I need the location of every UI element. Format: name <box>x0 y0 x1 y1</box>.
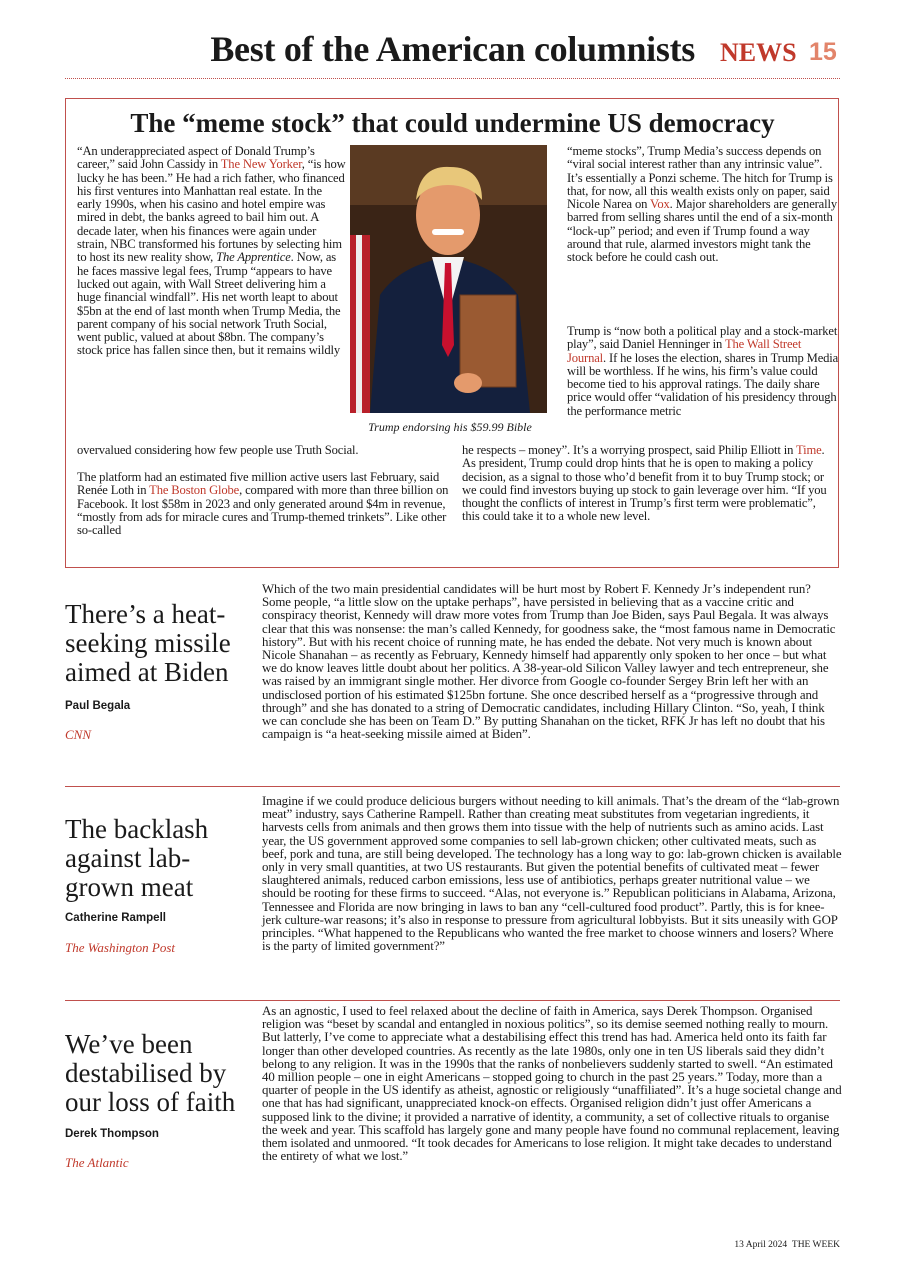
source-link[interactable]: The Boston Globe <box>149 483 240 498</box>
page-footer <box>734 1240 840 1250</box>
page-number: 15 <box>809 38 837 66</box>
column-headline: There’s a heat-seeking missile aimed at Biden <box>65 599 231 687</box>
feature-paragraph-1: “An underappreciated aspect of Donald Trump’s career,” said John Cassidy in The New Yorker, “is how lucky he has been.” He had a rich father, who financed his first ventures into Manhattan real estate. In the early 1990s, when his casino and hotel empire was mired in debt, the banks agreed to bail him out. A decade later, when his finances were again under strain, NBC transformed his fortunes by selecting him to host its new reality show, The Apprentice. Now, as he faces massive legal fees, Trump “appears to have lucked out again, with Wall Street delivering him a huge financial windfall”. His net worth leapt to about $5bn at the end of last month when Trump Media, the parent company of his social network Truth Social, went public, valued at about $8bn. The company’s stock price has fallen since then, but it remains wildly <box>77 144 346 358</box>
column-body: Imagine if we could produce delicious burgers without needing to kill animals. That’s the dream of the “lab-grown meat” industry, says Catherine Rampell. Rather than creating meat substitutes from vegetarian ingredients, it harvests cells from animals and then grows them into tissue with the help of nutrients such as amino acids. Last year, the US government approved some companies to sell lab-grown chicken; other cultivated meats, such as beef, pork and tuna, are still being developed. The technology has a long way to go: lab-grown chicken is available only in very small quantities, at two US restaurants. But given the potential benefits of cultivated meat – fewer slaughtered animals, reduced carbon emissions, less use of antibiotics, perhaps greater nutritional value – we should be rooting for these firms to succeed. “Alas, not everyone is.” Republican politicians in Alabama, Arizona, Tennessee and Florida are now bringing in laws to ban any “cell-cultured food product”. Partly, this is for knee-jerk culture-war reasons; it’s also in response to pressure from agricultural lobbyists. But it sits uneasily with GOP principles. “What happened to the Republicans who wanted the free market to choose winners and losers? Where is the party of limited government?” <box>262 794 842 954</box>
column-body: Which of the two main presidential candidates will be hurt most by Robert F. Kennedy Jr’s independent run? Some people, “a little slow on the uptake perhaps”, have persisted in believing that as a vaccine critic and conspiracy theorist, Kennedy will draw more votes from Trump than Joe Biden, says Paul Begala. It was always clear that this was nonsense: the man’s called Kennedy, for goodness sake, the “most famous name in Democratic history”. But with his recent choice of running mate, he has ended the debate. Not very much is known about Nicole Shanahan – as recently as February, Kennedy himself had apparently only spoken to her once – but what we do know leaves little doubt about her politics. A 38-year-old Silicon Valley lawyer and tech entrepreneur, she was raised by an immigrant single mother. Her divorce from Google co-founder Sergey Brin left her with an undisclosed portion of his estimated $125bn fortune. She once described herself as a “progressive through and through” and she has donated to a string of Democratic candidates, including Hillary Clinton. “So, yeah, I think we can conclude she has been on Team D.” By putting Shanahan on the ticket, RFK Jr has left no doubt that his campaign is “a heat-seeking missile aimed at Biden”. <box>262 582 836 742</box>
column-outlet: The Atlantic <box>65 1155 129 1170</box>
header-divider <box>65 78 840 79</box>
column-author: Catherine Rampell <box>65 912 166 924</box>
section-label: NEWS <box>720 38 797 67</box>
feature-title: The “meme stock” that could undermine US democracy <box>130 108 775 138</box>
feature-paragraph-1-end: overvalued considering how few people use Truth Social. <box>77 443 359 457</box>
column-headline: The backlash against lab-grown meat <box>65 814 209 902</box>
column-divider <box>65 786 840 787</box>
page-title: Best of the American columnists <box>210 29 695 69</box>
source-link[interactable]: Time <box>796 443 822 457</box>
column-outlet: CNN <box>65 727 92 742</box>
trump-photo <box>350 145 547 413</box>
source-link[interactable]: Vox <box>650 197 670 212</box>
column-author: Paul Begala <box>65 700 131 712</box>
feature-paragraph-2: The platform had an estimated five million active users last February, said Renée Loth in The Boston Globe, compared with more than three billion on Facebook. It lost $58m in 2023 and only generated around $4m in revenue, “mostly from ads for miracle cures and Trump-themed trinkets”. Like other so-called <box>77 470 449 538</box>
column-outlet: The Washington Post <box>65 940 176 955</box>
feature-paragraph-3: “meme stocks”, Trump Media’s success depends on “viral social interest rather than any intrinsic value”. It’s essentially a Ponzi scheme. The hitch for Trump is that, for now, all this wealth exists only on paper, said Nicole Narea on Vox. Major shareholders are generally barred from selling shares until the end of a six-month “lock-up” period; and even if Trump found a way around that rule, alarmed investors might tank the stock before he could cash out. <box>567 144 837 265</box>
feature-paragraph-4-end: he respects – money”. It’s a worrying prospect, said Philip Elliott in Time. As president, Trump could drop hints that he is open to making a policy decision, as a signal to those who’d benefit from it to buy Trump stock; or we could find investors buying up stock to gain leverage over him. “If you thought the conflicts of interest in Trump’s first term were problematic”, this could take it to a whole new level. <box>462 443 827 524</box>
column-headline: We’ve been destabilised by our loss of faith <box>65 1029 236 1117</box>
photo-caption: Trump endorsing his $59.99 Bible <box>368 420 532 434</box>
source-link[interactable]: The New Yorker <box>220 157 302 172</box>
publication-name: THE WEEK <box>791 1240 840 1250</box>
column-author: Derek Thompson <box>65 1128 159 1140</box>
column-divider <box>65 1000 840 1001</box>
feature-paragraph-4: Trump is “now both a political play and a stock-market play”, said Daniel Henninger in The Wall Street Journal. If he loses the election, shares in Trump Media will be worthless. If he wins, his firm’s value could become tied to his approval ratings. The daily share price would offer “validation of his presidency through the performance metric <box>567 324 839 418</box>
source-link[interactable]: The Wall Street Journal <box>567 337 802 365</box>
issue-date: 13 April 2024 <box>734 1240 788 1250</box>
column-body: As an agnostic, I used to feel relaxed about the decline of faith in America, says Derek Thompson. Organised religion was “beset by scandal and entangled in noxious politics”, so its demise seemed nothing really to mourn. But latterly, I’ve come to appreciate what a destabilising effect this trend has had. America held onto its faith far longer than other developed countries. As recently as the late 1980s, only one in ten US liberals said they didn’t belong to any religion. It was in the 1990s that the ranks of nonbelievers suddenly started to swell. “An estimated 40 million people – one in eight Americans – stopped going to church in the past 25 years.” Today, more than a quarter of people in the US identify as atheist, agnostic or religiously “unaffiliated”. It’s a huge societal change and one that has had significant, unappreciated knock-on effects. Organised religion didn’t just offer Americans a supposed link to the divine; it provided a narrative of identity, a community, a set of collective rituals to organise the week and year. This scaffold has largely gone and many people have found no communal replacement, leaving them isolated and unmoored. “It took decades for Americans to lose religion. It might take decades to understand the entirety of what we lost.” <box>262 1004 842 1164</box>
